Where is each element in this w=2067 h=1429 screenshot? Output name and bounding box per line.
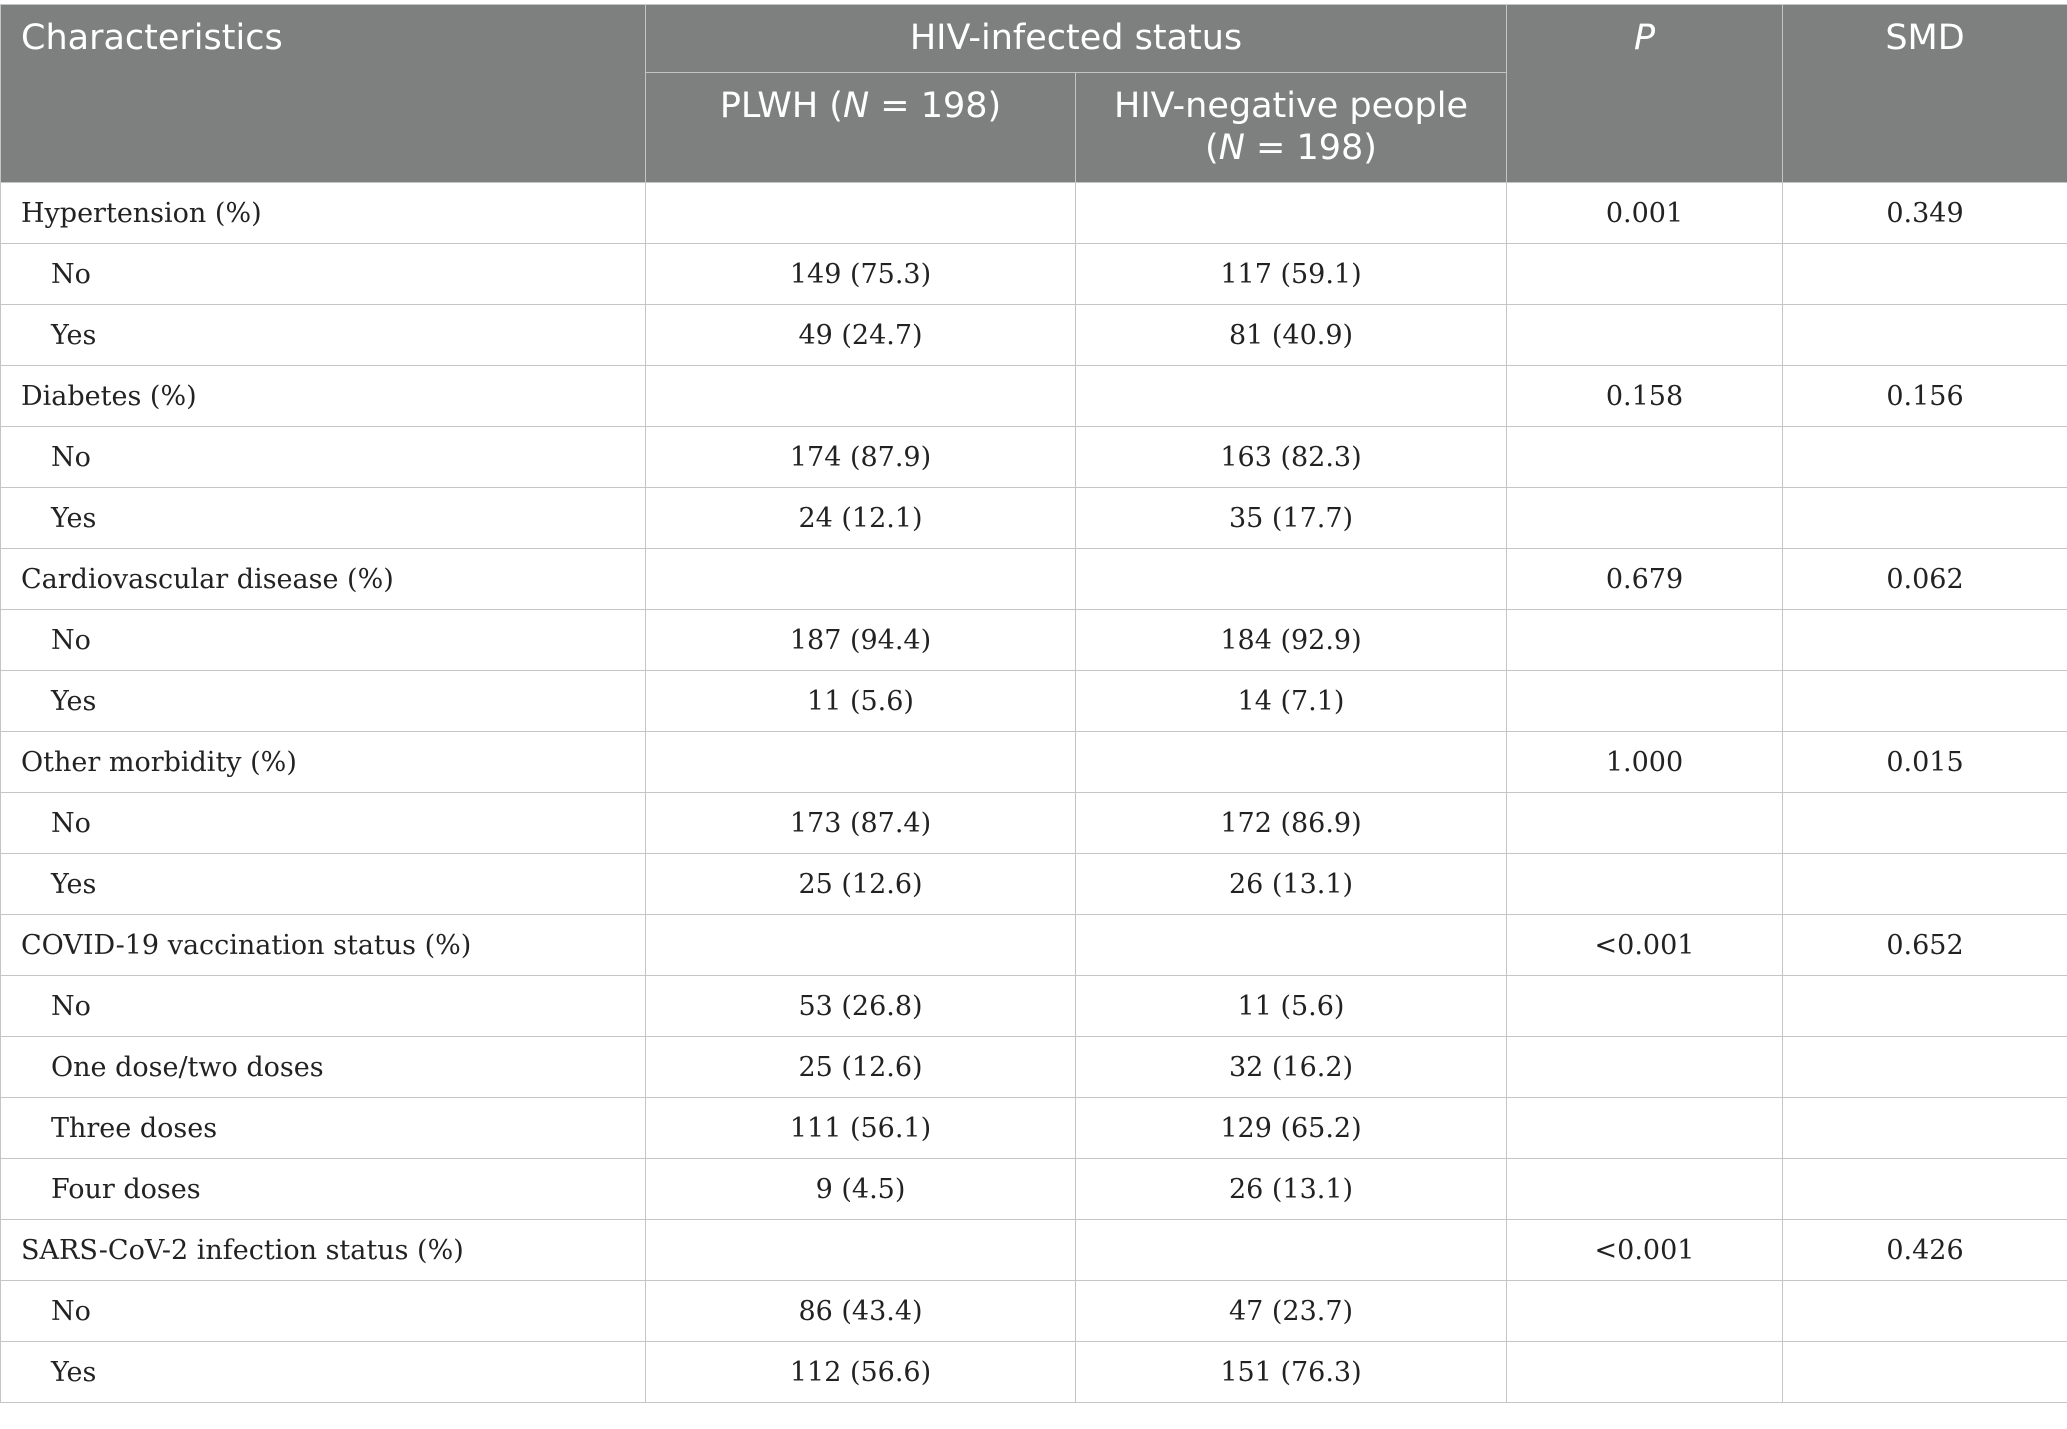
cell-p-value	[1507, 1159, 1783, 1220]
cell-p-value	[1507, 427, 1783, 488]
cell-p-value	[1507, 244, 1783, 305]
cell-smd	[1783, 1281, 2067, 1342]
cell-hiv-negative	[1076, 1220, 1507, 1281]
table-row	[1, 1037, 2067, 1098]
cell-p-value	[1507, 1037, 1783, 1098]
header-plwh: PLWH (N = 198)	[646, 73, 1076, 183]
cell-p-value: 0.001	[1507, 183, 1783, 244]
table-row	[1, 976, 2067, 1037]
cell-hiv-negative: 11 (5.6)	[1076, 976, 1507, 1037]
cell-smd	[1783, 427, 2067, 488]
cell-smd	[1783, 793, 2067, 854]
cell-smd	[1783, 610, 2067, 671]
cell-hiv-negative: 151 (76.3)	[1076, 1342, 1507, 1403]
row-label: No	[1, 610, 646, 671]
cell-p-value	[1507, 976, 1783, 1037]
cell-plwh	[646, 183, 1076, 244]
table-row	[1, 366, 2067, 427]
cell-smd: 0.426	[1783, 1220, 2067, 1281]
cell-plwh: 173 (87.4)	[646, 793, 1076, 854]
cell-hiv-negative	[1076, 183, 1507, 244]
cell-hiv-negative	[1076, 549, 1507, 610]
table-row	[1, 183, 2067, 244]
row-label: Yes	[1, 671, 646, 732]
cell-hiv-negative: 26 (13.1)	[1076, 854, 1507, 915]
cell-plwh: 25 (12.6)	[646, 1037, 1076, 1098]
cell-smd	[1783, 1342, 2067, 1403]
table-row	[1, 549, 2067, 610]
cell-p-value: 1.000	[1507, 732, 1783, 793]
cell-hiv-negative: 14 (7.1)	[1076, 671, 1507, 732]
row-label: No	[1, 427, 646, 488]
cell-smd	[1783, 244, 2067, 305]
cell-smd	[1783, 854, 2067, 915]
cell-hiv-negative: 32 (16.2)	[1076, 1037, 1507, 1098]
cell-hiv-negative: 163 (82.3)	[1076, 427, 1507, 488]
cell-smd: 0.349	[1783, 183, 2067, 244]
cell-smd	[1783, 488, 2067, 549]
cell-plwh: 49 (24.7)	[646, 305, 1076, 366]
cell-plwh: 9 (4.5)	[646, 1159, 1076, 1220]
cell-plwh: 149 (75.3)	[646, 244, 1076, 305]
cell-hiv-negative: 184 (92.9)	[1076, 610, 1507, 671]
cell-smd	[1783, 1037, 2067, 1098]
cell-p-value	[1507, 671, 1783, 732]
header-smd: SMD	[1783, 5, 2067, 183]
cell-plwh	[646, 732, 1076, 793]
cell-smd: 0.062	[1783, 549, 2067, 610]
table-body	[1, 183, 2067, 1403]
header-p: P	[1507, 5, 1783, 183]
table-row	[1, 915, 2067, 976]
row-label: SARS-CoV-2 infection status (%)	[1, 1220, 646, 1281]
row-label: Four doses	[1, 1159, 646, 1220]
row-label: Yes	[1, 305, 646, 366]
cell-plwh	[646, 366, 1076, 427]
cell-p-value	[1507, 1342, 1783, 1403]
cell-hiv-negative	[1076, 915, 1507, 976]
cell-smd	[1783, 1098, 2067, 1159]
table-row	[1, 671, 2067, 732]
cell-hiv-negative	[1076, 732, 1507, 793]
cell-hiv-negative: 129 (65.2)	[1076, 1098, 1507, 1159]
cell-plwh	[646, 1220, 1076, 1281]
table-row	[1, 1281, 2067, 1342]
cell-p-value: <0.001	[1507, 1220, 1783, 1281]
cell-plwh: 25 (12.6)	[646, 854, 1076, 915]
cell-smd: 0.652	[1783, 915, 2067, 976]
table-row	[1, 610, 2067, 671]
cell-plwh: 11 (5.6)	[646, 671, 1076, 732]
table-row	[1, 488, 2067, 549]
cell-p-value	[1507, 1281, 1783, 1342]
row-label: One dose/two doses	[1, 1037, 646, 1098]
table-row	[1, 732, 2067, 793]
row-label: COVID-19 vaccination status (%)	[1, 915, 646, 976]
header-hiv-status: HIV-infected status	[646, 5, 1507, 73]
table-row	[1, 1159, 2067, 1220]
table-row	[1, 244, 2067, 305]
cell-plwh: 174 (87.9)	[646, 427, 1076, 488]
header-characteristics: Characteristics	[1, 5, 646, 183]
cell-plwh	[646, 549, 1076, 610]
table-row	[1, 305, 2067, 366]
table-row	[1, 1342, 2067, 1403]
cell-plwh: 53 (26.8)	[646, 976, 1076, 1037]
cell-hiv-negative	[1076, 366, 1507, 427]
cell-p-value: 0.679	[1507, 549, 1783, 610]
cell-plwh: 24 (12.1)	[646, 488, 1076, 549]
cell-plwh: 187 (94.4)	[646, 610, 1076, 671]
cell-p-value: <0.001	[1507, 915, 1783, 976]
row-label: Yes	[1, 1342, 646, 1403]
cell-smd	[1783, 976, 2067, 1037]
table-row	[1, 427, 2067, 488]
cell-hiv-negative: 81 (40.9)	[1076, 305, 1507, 366]
row-label: Three doses	[1, 1098, 646, 1159]
table-row	[1, 793, 2067, 854]
cell-smd: 0.015	[1783, 732, 2067, 793]
cell-p-value	[1507, 610, 1783, 671]
row-label: Other morbidity (%)	[1, 732, 646, 793]
header-hiv-negative: HIV-negative people (N = 198)	[1076, 73, 1507, 183]
row-label: Diabetes (%)	[1, 366, 646, 427]
cell-plwh	[646, 915, 1076, 976]
row-label: Cardiovascular disease (%)	[1, 549, 646, 610]
table-row	[1, 854, 2067, 915]
row-label: No	[1, 244, 646, 305]
row-label: Yes	[1, 854, 646, 915]
cell-hiv-negative: 35 (17.7)	[1076, 488, 1507, 549]
table-row	[1, 1220, 2067, 1281]
cell-hiv-negative: 26 (13.1)	[1076, 1159, 1507, 1220]
table-row	[1, 1098, 2067, 1159]
cell-plwh: 111 (56.1)	[646, 1098, 1076, 1159]
row-label: Yes	[1, 488, 646, 549]
cell-p-value	[1507, 1098, 1783, 1159]
row-label: No	[1, 1281, 646, 1342]
cell-smd	[1783, 1159, 2067, 1220]
cell-smd	[1783, 305, 2067, 366]
cell-hiv-negative: 47 (23.7)	[1076, 1281, 1507, 1342]
cell-smd	[1783, 671, 2067, 732]
cell-hiv-negative: 172 (86.9)	[1076, 793, 1507, 854]
row-label: Hypertension (%)	[1, 183, 646, 244]
cell-p-value: 0.158	[1507, 366, 1783, 427]
cell-p-value	[1507, 305, 1783, 366]
row-label: No	[1, 976, 646, 1037]
cell-p-value	[1507, 854, 1783, 915]
characteristics-table	[0, 4, 2067, 1403]
cell-p-value	[1507, 793, 1783, 854]
cell-hiv-negative: 117 (59.1)	[1076, 244, 1507, 305]
row-label: No	[1, 793, 646, 854]
cell-smd: 0.156	[1783, 366, 2067, 427]
cell-plwh: 112 (56.6)	[646, 1342, 1076, 1403]
cell-p-value	[1507, 488, 1783, 549]
cell-plwh: 86 (43.4)	[646, 1281, 1076, 1342]
